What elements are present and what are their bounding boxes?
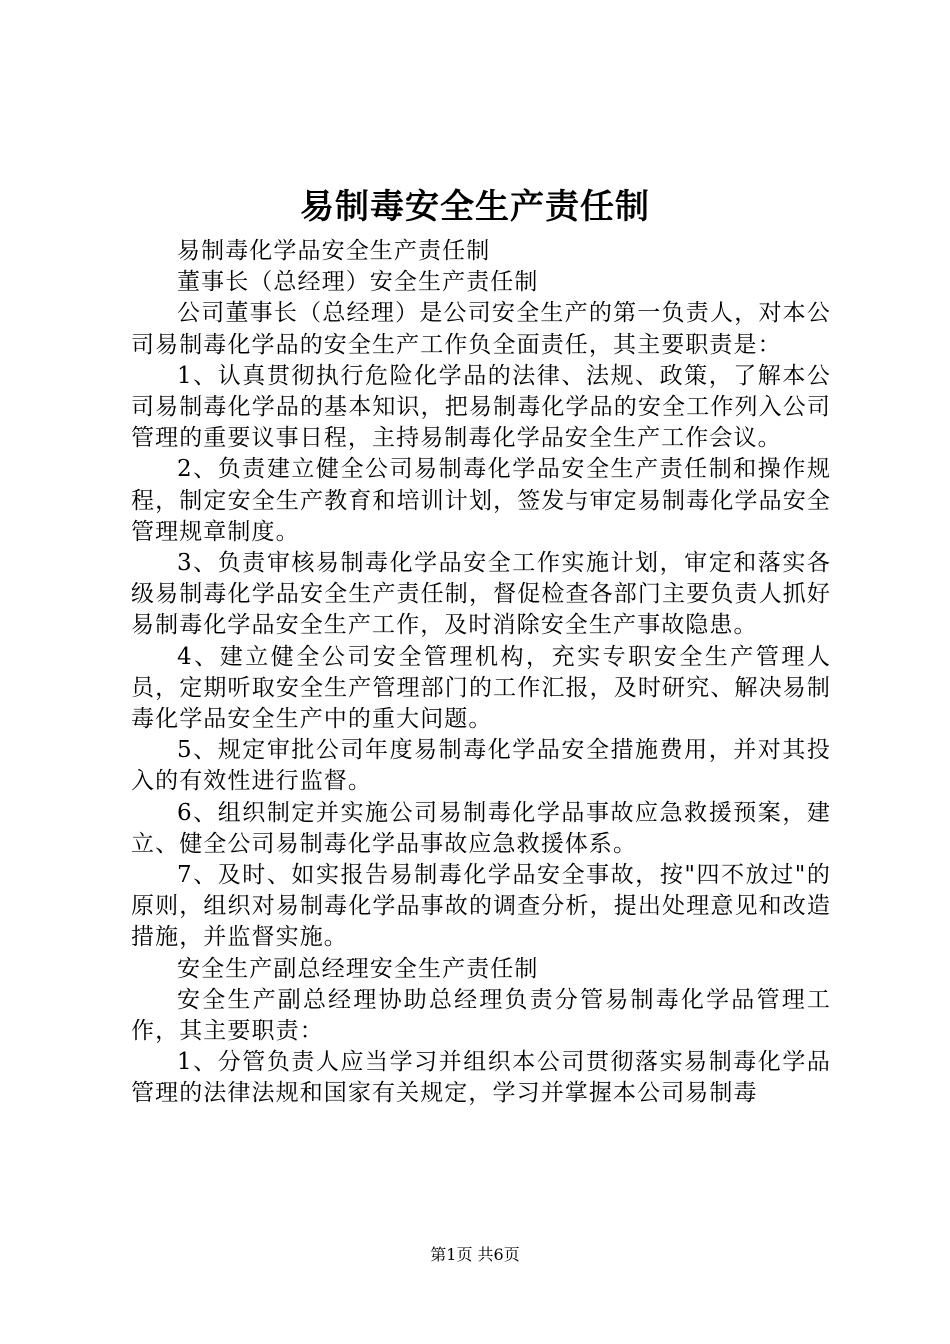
- paragraph: 安全生产副总经理协助总经理负责分管易制毒化学品管理工作，其主要职责：: [131, 986, 831, 1045]
- paragraph-item: 1、分管负责人应当学习并组织本公司贯彻落实易制毒化学品管理的法律法规和国家有关规定，学习并掌握本公司易制毒: [131, 1049, 831, 1107]
- paragraph-item: 4、建立健全公司安全管理机构，充实专职安全生产管理人员，定期听取安全生产管理部门的工作汇报，及时研究、解决易制毒化学品安全生产中的重大问题。: [131, 643, 831, 733]
- page-number-footer: 第1页 共6页: [430, 1245, 520, 1264]
- paragraph-item: 5、规定审批公司年度易制毒化学品安全措施费用，并对其投入的有效性进行监督。: [131, 737, 831, 795]
- document-body: [131, 236, 831, 1110]
- paragraph-section-heading: 安全生产副总经理安全生产责任制: [177, 955, 539, 982]
- document-title: 易制毒安全生产责任制: [300, 187, 650, 227]
- paragraph-item: 1、认真贯彻执行危险化学品的法律、法规、政策，了解本公司易制毒化学品的基本知识，把易制毒化学品的安全工作列入公司管理的重要议事日程，主持易制毒化学品安全生产工作会议。: [131, 362, 831, 452]
- paragraph-item: 7、及时、如实报告易制毒化学品安全事故，按"四不放过"的原则，组织对易制毒化学品事故的调查分析，提出处理意见和改造措施，并监督实施。: [131, 862, 831, 951]
- paragraph-subtitle: 易制毒化学品安全生产责任制: [177, 238, 491, 264]
- paragraph-item: 2、负责建立健全公司易制毒化学品安全生产责任制和操作规程，制定安全生产教育和培训计划，签发与审定易制毒化学品安全管理规章制度。: [131, 456, 831, 545]
- paragraph-item: 6、组织制定并实施公司易制毒化学品事故应急救援预案，建立、健全公司易制毒化学品事故应急救援体系。: [131, 799, 831, 857]
- paragraph-section-heading: 董事长（总经理）安全生产责任制: [177, 269, 539, 296]
- paragraph-item: 3、负责审核易制毒化学品安全工作实施计划，审定和落实各级易制毒化学品安全生产责任制，督促检查各部门主要负责人抓好易制毒化学品安全生产工作，及时消除安全生产事故隐患。: [131, 550, 831, 639]
- paragraph: 公司董事长（总经理）是公司安全生产的第一负责人，对本公司易制毒化学品的安全生产工作负全面责任，其主要职责是：: [131, 300, 831, 358]
